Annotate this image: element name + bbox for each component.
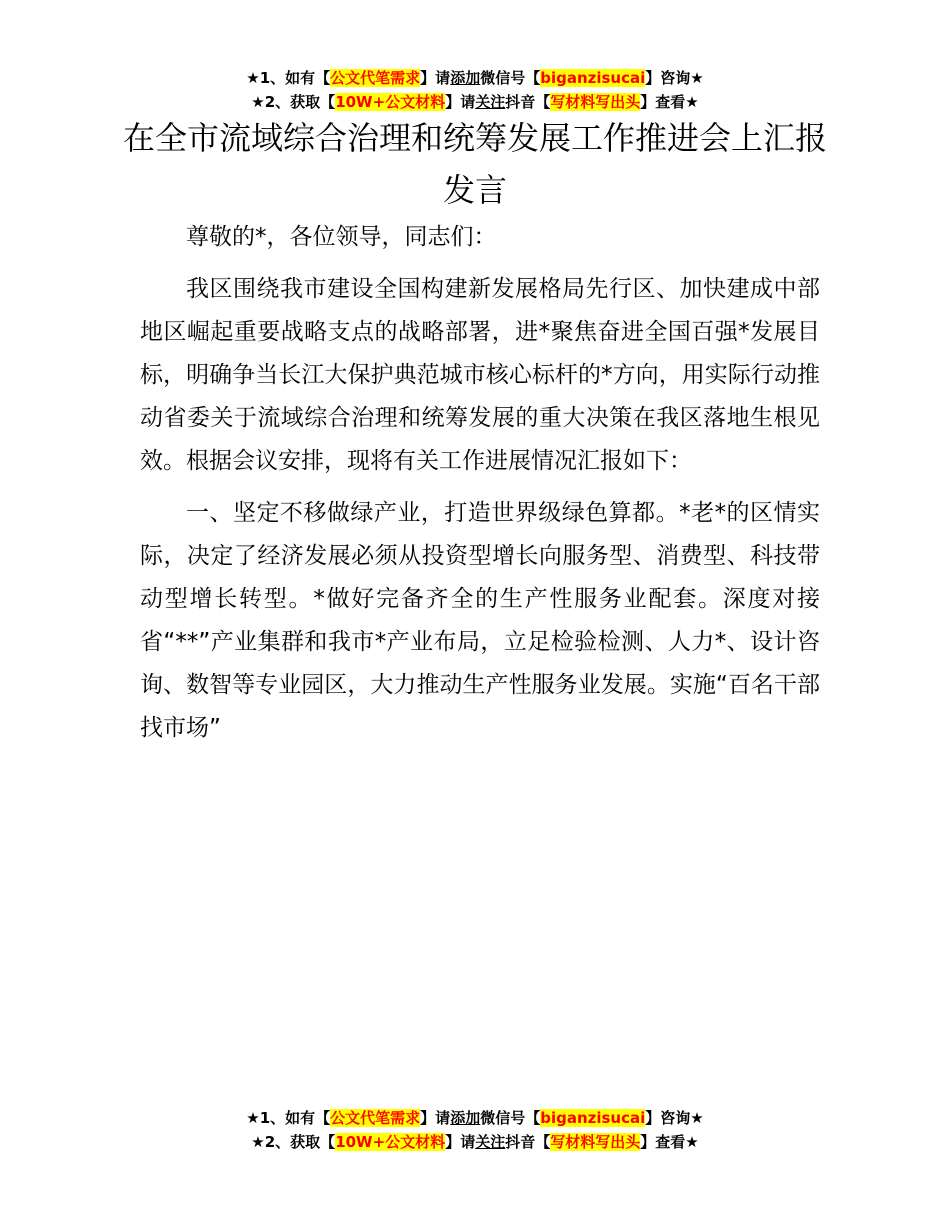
header-banner	[0, 66, 950, 114]
banner-line-1: ★1、如有【公文代笔需求】请添加微信号【biganzisucai】咨询★	[246, 1109, 704, 1127]
paragraph-intro: 我区围绕我市建设全国构建新发展格局先行区、加快建成中部地区崛起重要战略支点的战略部署，进*聚焦奋进全国百强*发展目标，明确争当长江大保护典范城市核心标杆的*方向，用实际行动推动省委关于流域综合治理和统筹发展的重大决策在我区落地生根见效。根据会议安排，现将有关工作进展情况汇报如下：	[140, 276, 820, 474]
highlight-materials: 10W+公文材料	[335, 1133, 446, 1151]
highlight-wechat-id: biganzisucai	[540, 1109, 646, 1127]
highlight-materials: 10W+公文材料	[335, 93, 446, 111]
paragraph-section-1: 一、坚定不移做绿产业，打造世界级绿色算都。*老*的区情实际，决定了经济发展必须从投资型增长向服务型、消费型、科技带动型增长转型。*做好完备齐全的生产性服务业配套。深度对接省“**”产业集群和我市*产业布局，立足检验检测、人力*、设计咨询、数智等专业园区，大力推动生产性服务业发展。实施“百名干部找市场”	[140, 500, 820, 741]
banner-line-1: ★1、如有【公文代笔需求】请添加微信号【biganzisucai】咨询★	[246, 69, 704, 87]
footer-banner	[0, 1106, 950, 1154]
document-title: 在全市流域综合治理和统筹发展工作推进会上汇报发言	[122, 119, 827, 209]
highlight-douyin-account: 写材料写出头	[550, 1133, 641, 1151]
document-body	[140, 216, 820, 759]
highlight-service: 公文代笔需求	[330, 1109, 421, 1127]
highlight-douyin-account: 写材料写出头	[550, 93, 641, 111]
salutation: 尊敬的*，各位领导，同志们：	[186, 224, 497, 250]
banner-line-2: ★2、获取【10W+公文材料】请关注抖音【写材料写出头】查看★	[251, 93, 699, 111]
highlight-service: 公文代笔需求	[330, 69, 421, 87]
banner-line-2: ★2、获取【10W+公文材料】请关注抖音【写材料写出头】查看★	[251, 1133, 699, 1151]
highlight-wechat-id: biganzisucai	[540, 69, 646, 87]
